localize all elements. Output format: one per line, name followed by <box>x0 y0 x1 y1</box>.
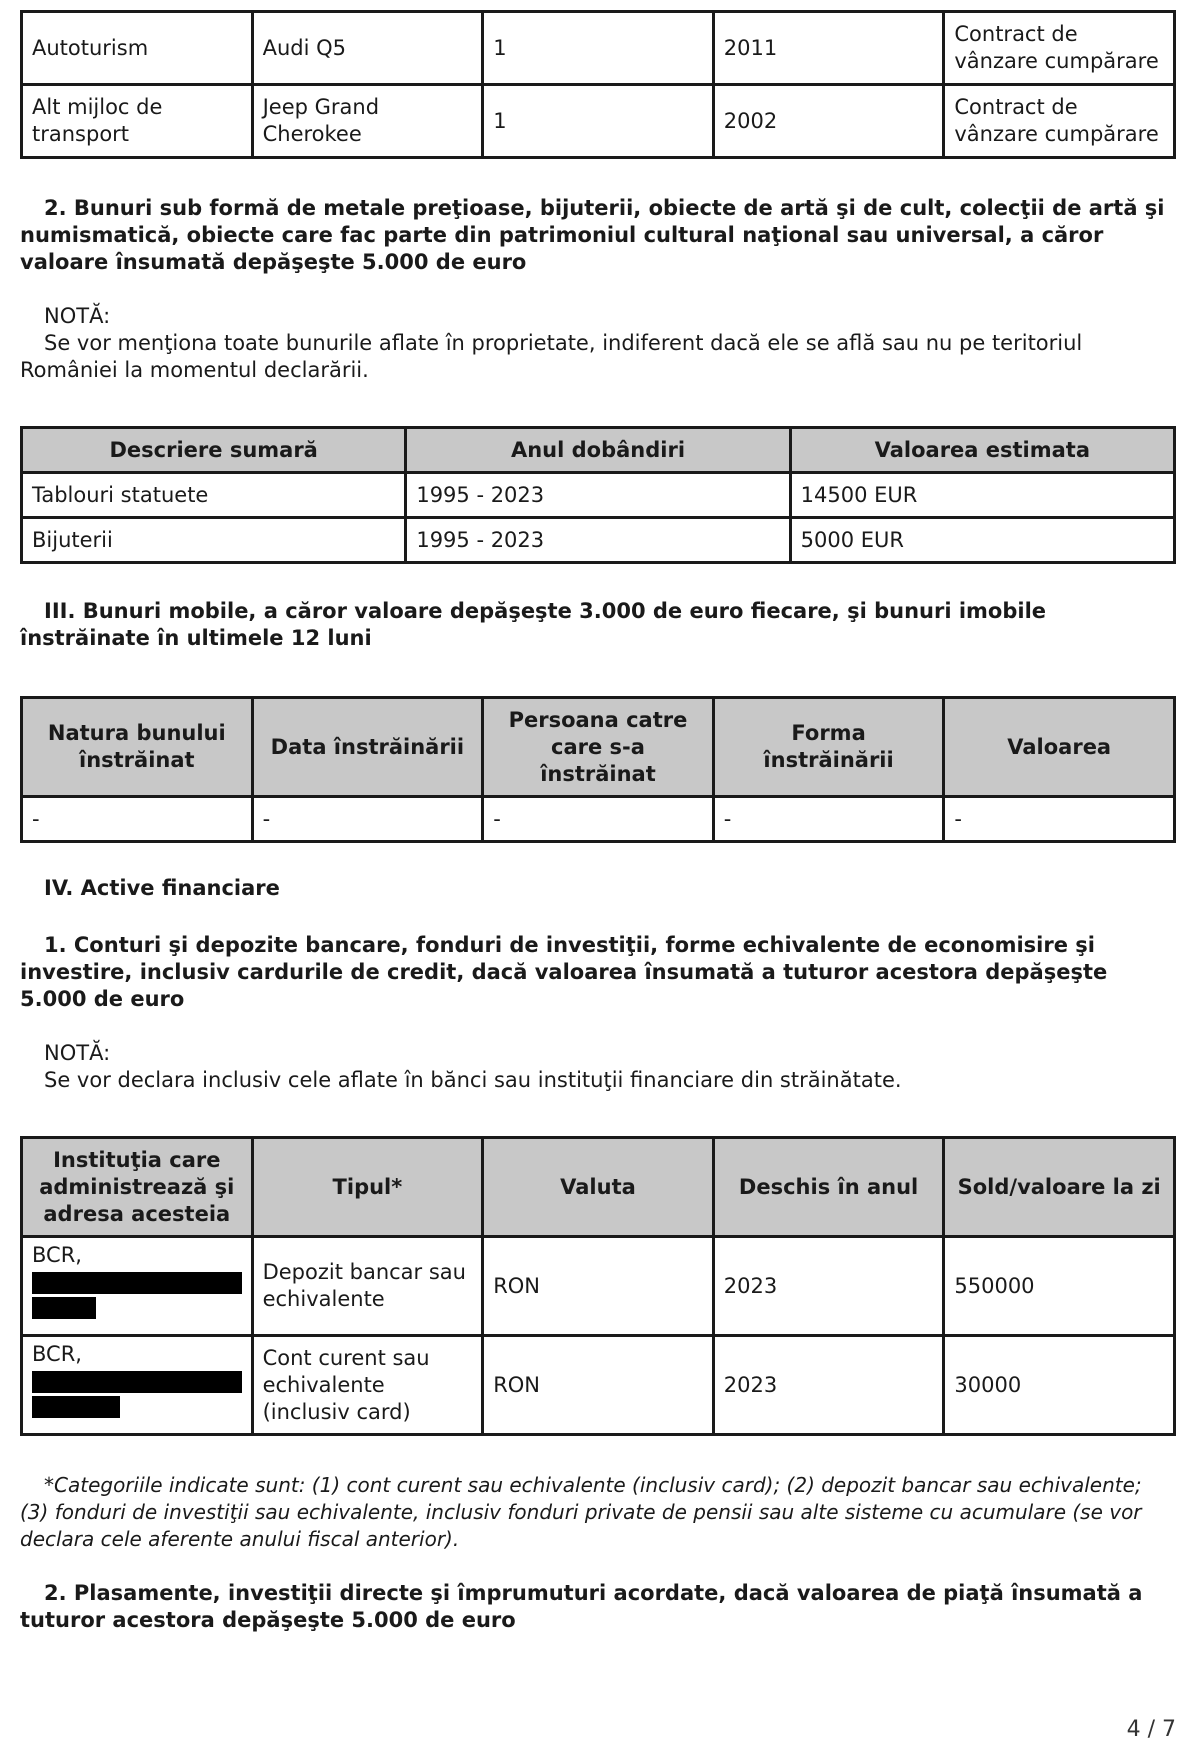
document-page <box>20 10 1176 1634</box>
column-header: Instituţia care administrează şi adresa acesteia <box>22 1138 253 1237</box>
table-cell: 2023 <box>713 1336 944 1435</box>
note-label: NOTĂ: <box>44 1041 111 1065</box>
note-text: Se vor menţiona toate bunurile aflate în proprietate, indiferent dacă ele se află sau nu pe teritoriul României la momentul declarării. <box>20 331 1083 382</box>
table-cell: 1 <box>483 85 714 158</box>
table-cell: Cont curent sau echivalente (inclusiv card) <box>252 1336 483 1435</box>
table-row <box>22 473 1175 518</box>
redaction-bar <box>32 1371 242 1393</box>
table-cell: Tablouri statuete <box>22 473 406 518</box>
column-header: Natura bunului înstrăinat <box>22 698 253 797</box>
section-heading-transferred-goods: III. Bunuri mobile, a căror valoare depăşeşte 3.000 de euro fiecare, şi bunuri imobile înstrăinate în ultimele 12 luni <box>20 599 1047 650</box>
table-header-row <box>22 428 1175 473</box>
table-row <box>22 85 1175 158</box>
column-header: Descriere sumară <box>22 428 406 473</box>
table-header-row <box>22 1138 1175 1237</box>
art-table <box>20 426 1176 564</box>
section-heading-precious-goods: 2. Bunuri sub formă de metale preţioase, bijuterii, obiecte de artă şi de cult, colecţii de artă şi numismatică, obiecte care fac parte din patrimoniul cultural naţional sau universal, a căror valoare însumată depăşeşte 5.000 de euro <box>20 196 1165 274</box>
redaction-bar <box>32 1297 96 1319</box>
table-cell: - <box>252 797 483 842</box>
table-cell: - <box>944 797 1175 842</box>
table-cell: Depozit bancar sau echivalente <box>252 1237 483 1336</box>
institution-name: BCR, <box>32 1243 82 1267</box>
column-header: Deschis în anul <box>713 1138 944 1237</box>
column-header: Tipul* <box>252 1138 483 1237</box>
table-cell: Audi Q5 <box>252 12 483 85</box>
table-cell: 1995 - 2023 <box>406 518 790 563</box>
column-header: Forma înstrăinării <box>713 698 944 797</box>
table-cell: Contract de vânzare cumpărare <box>944 85 1175 158</box>
column-header: Persoana catre care s-a înstrăinat <box>483 698 714 797</box>
note-label: NOTĂ: <box>44 304 111 328</box>
column-header: Anul dobândiri <box>406 428 790 473</box>
table-cell: 1 <box>483 12 714 85</box>
vehicles-table <box>20 10 1176 159</box>
redaction-bar <box>32 1272 242 1294</box>
table-cell: 550000 <box>944 1237 1175 1336</box>
column-header: Valoarea estimata <box>790 428 1174 473</box>
table-row <box>22 1237 1175 1336</box>
table-cell <box>22 1237 253 1336</box>
table-cell: RON <box>483 1336 714 1435</box>
transfer-table <box>20 696 1176 843</box>
institution-name: BCR, <box>32 1342 82 1366</box>
table-cell: - <box>483 797 714 842</box>
table-cell: Alt mijloc de transport <box>22 85 253 158</box>
subsection-heading-bank-accounts: 1. Conturi şi depozite bancare, fonduri de investiţii, forme echivalente de economisire şi investire, inclusiv cardurile de credit, dacă valoarea însumată a tuturor acestora depăşeşte 5.000 de euro <box>20 933 1108 1011</box>
column-header: Valuta <box>483 1138 714 1237</box>
table-row <box>22 1336 1175 1435</box>
table-row <box>22 797 1175 842</box>
column-header: Sold/valoare la zi <box>944 1138 1175 1237</box>
table-cell: 2023 <box>713 1237 944 1336</box>
table-header-row <box>22 698 1175 797</box>
table-cell: 5000 EUR <box>790 518 1174 563</box>
table-cell: Contract de vânzare cumpărare <box>944 12 1175 85</box>
table-row <box>22 518 1175 563</box>
note-text: Se vor declara inclusiv cele aflate în bănci sau instituţii financiare din străinătate. <box>44 1068 902 1092</box>
table-cell: RON <box>483 1237 714 1336</box>
table-cell: 14500 EUR <box>790 473 1174 518</box>
table-cell: 1995 - 2023 <box>406 473 790 518</box>
table-cell: Jeep Grand Cherokee <box>252 85 483 158</box>
table-cell: 2002 <box>713 85 944 158</box>
accounts-table <box>20 1136 1176 1436</box>
subsection-heading-investments: 2. Plasamente, investiţii directe şi împrumuturi acordate, dacă valoarea de piaţă însumată a tuturor acestora depăşeşte 5.000 de euro <box>20 1581 1143 1632</box>
table-cell: Autoturism <box>22 12 253 85</box>
section-heading-financial-assets: IV. Active financiare <box>44 876 280 900</box>
footnote: *Categoriile indicate sunt: (1) cont curent sau echivalente (inclusiv card); (2) depozit bancar sau echivalente; (3) fonduri de investiţii sau echivalente, inclusiv fonduri private de pensii sau alte sisteme cu acumulare (se vor declara cele aferente anului fiscal anterior). <box>20 1473 1142 1551</box>
table-cell: Bijuterii <box>22 518 406 563</box>
column-header: Data înstrăinării <box>252 698 483 797</box>
table-cell: - <box>22 797 253 842</box>
table-cell: - <box>713 797 944 842</box>
column-header: Valoarea <box>944 698 1175 797</box>
table-row <box>22 12 1175 85</box>
table-cell <box>22 1336 253 1435</box>
redaction-bar <box>32 1396 120 1418</box>
page-number: 4 / 7 <box>1126 1717 1176 1742</box>
table-cell: 2011 <box>713 12 944 85</box>
table-cell: 30000 <box>944 1336 1175 1435</box>
